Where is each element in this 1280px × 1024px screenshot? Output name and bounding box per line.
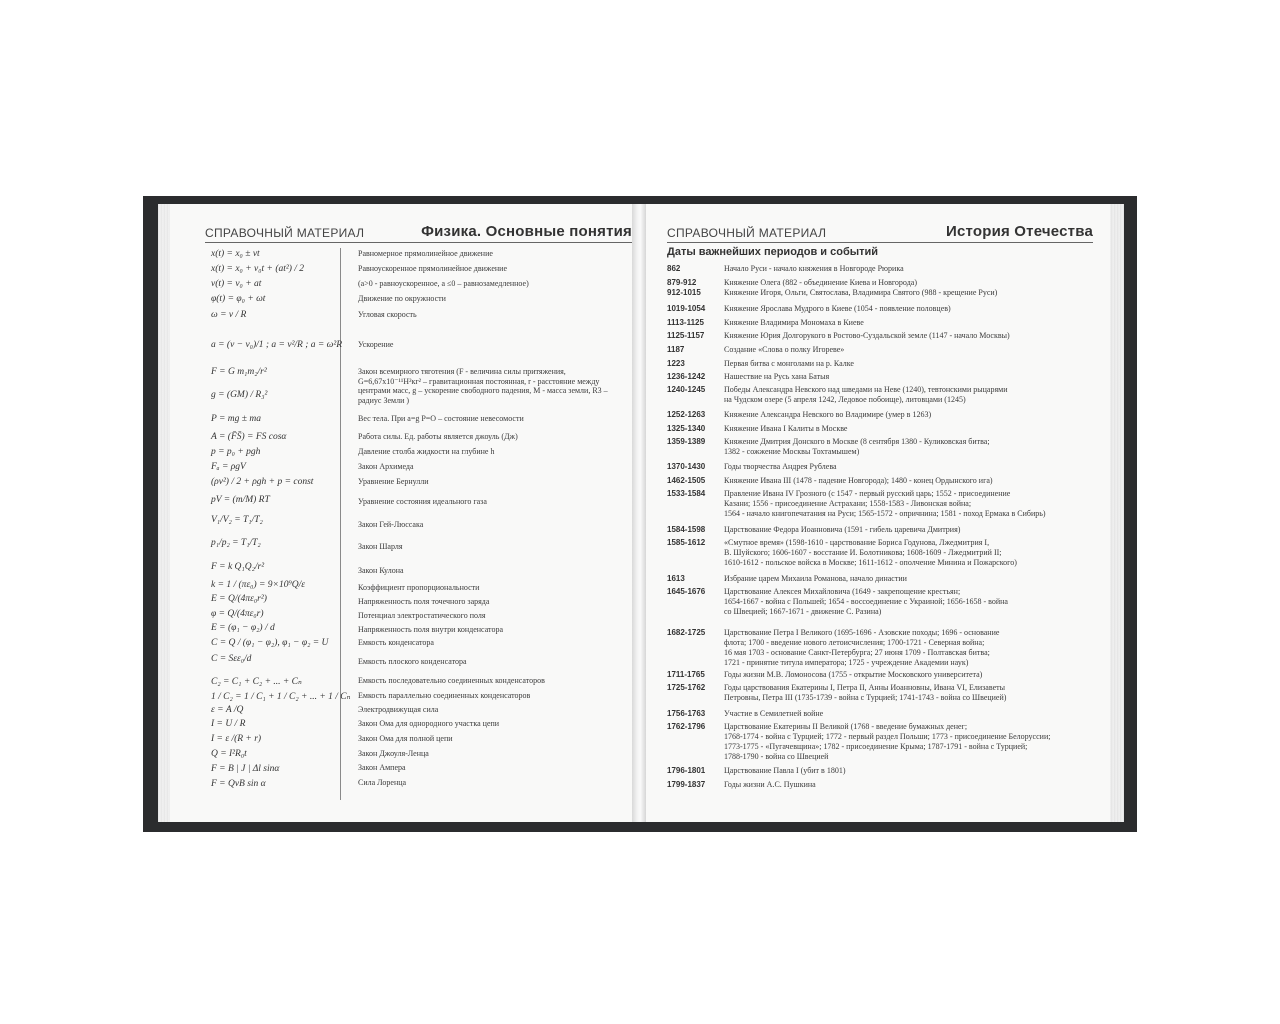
page-edges-left xyxy=(158,204,170,822)
physics-formula: φ = Q/(4πε₀r) xyxy=(211,609,264,619)
history-years: 1125-1157 xyxy=(667,331,705,340)
physics-description: Закон Джоуля-Ленца xyxy=(358,749,429,758)
physics-formula: V₁/V₂ = T₁/T₂ xyxy=(211,515,263,525)
physics-description: Равномерное прямолинейное движение xyxy=(358,249,493,258)
history-years: 1762-1796 xyxy=(667,722,706,731)
history-event: Правление Ивана IV Грозного (с 1547 - первый русский царь; 1552 - присоединение Казани; 1556 - присоединение Астрахани; 1558-1583 - Ливонская война; 1564 - начало книгопечатания на Руси; 1565-1572 - опричнина; 1581 - поход Ермака в Сибирь) xyxy=(724,489,1046,518)
left-page xyxy=(170,204,632,822)
history-years: 1240-1245 xyxy=(667,385,706,394)
history-event: Княжение Олега (882 - объединение Киева и Новгорода) Княжение Игоря, Ольги, Святослава, Владимира Святого (988 - крещение Руси) xyxy=(724,278,998,297)
physics-description: Вес тела. При a=g P=O – состояние невесомости xyxy=(358,414,524,423)
history-event: Нашествие на Русь хана Батыя xyxy=(724,372,830,381)
physics-description: Емкость плоского конденсатора xyxy=(358,657,467,666)
physics-formula: Fₐ = ρgV xyxy=(211,462,246,472)
physics-description: Движение по окружности xyxy=(358,294,446,303)
history-years: 1187 xyxy=(667,345,685,354)
physics-formula: (ρv²) / 2 + ρgh + p = const xyxy=(211,477,314,487)
history-years: 1613 xyxy=(667,574,685,583)
physics-formula: ω = v / R xyxy=(211,310,247,320)
physics-formula: v(t) = v₀ + at xyxy=(211,279,262,289)
history-years: 1533-1584 xyxy=(667,489,706,498)
history-years: 1462-1505 xyxy=(667,476,706,485)
physics-description: Коэффициент пропорциональности xyxy=(358,583,480,592)
physics-formula: p₁/p₂ = T₁/T₂ xyxy=(211,538,261,548)
page-title: Физика. Основные понятия xyxy=(421,223,632,240)
history-event: Царствование Павла I (убит в 1801) xyxy=(724,766,846,775)
physics-description: Закон Ома для однородного участка цепи xyxy=(358,719,500,728)
physics-description: Закон Ома для полной цепи xyxy=(358,734,453,743)
history-event: Участие в Семилетней войне xyxy=(724,709,824,718)
physics-formula: F = QvB sin α xyxy=(211,779,266,789)
physics-description: Давление столба жидкости на глубине h xyxy=(358,447,495,456)
physics-formula: k = 1 / (πε₀) = 9×10⁹Q/ε xyxy=(211,580,306,590)
history-years: 1370-1430 xyxy=(667,462,706,471)
physics-formula: p = p₀ + pgh xyxy=(211,447,261,457)
physics-description: Напряженность поля внутри конденсатора xyxy=(358,625,503,634)
physics-formula: P = mg ± ma xyxy=(211,414,261,424)
physics-description: Электродвижущая сила xyxy=(358,705,439,714)
physics-formula: I = U / R xyxy=(211,719,246,729)
history-event: Княжение Ивана III (1478 - падение Новгорода); 1480 - конец Ордынского ига) xyxy=(724,476,993,485)
physics-formula: C = Q / (φ₁ − φ₂), φ₁ − φ₂ = U xyxy=(211,638,329,648)
history-years: 879-912 912-1015 xyxy=(667,278,701,297)
physics-formula: A = (F̄S̄) = FS cosα xyxy=(211,432,287,442)
history-event: Первая битва с монголами на р. Калке xyxy=(724,359,854,368)
history-event: Княжение Дмитрия Донского в Москве (8 сентября 1380 - Куликовская битва; 1382 - сожжение Москвы Тохтамышем) xyxy=(724,437,990,456)
history-event: Победы Александра Невского над шведами на Неве (1240), тевтонскими рыцарями на Чудском озере (5 апреля 1242, Ледовое побоище), литовцами (1245) xyxy=(724,385,1008,404)
physics-description: Ускорение xyxy=(358,340,394,349)
history-years: 1756-1763 xyxy=(667,709,706,718)
physics-description: Сила Лоренца xyxy=(358,778,407,787)
history-subtitle: Даты важнейших периодов и событий xyxy=(667,246,879,258)
history-years: 1236-1242 xyxy=(667,372,706,381)
history-event: Годы жизни А.С. Пушкина xyxy=(724,780,816,789)
history-event: Княжение Ивана I Калиты в Москве xyxy=(724,424,848,433)
physics-description: (a>0 - равноускоренное, a ≤0 – равнозамедленное) xyxy=(358,279,529,288)
physics-description: Емкость параллельно соединенных конденсаторов xyxy=(358,691,531,700)
physics-description: Уравнение Бернулли xyxy=(358,477,429,486)
physics-formula: F = B | J | Δl sinα xyxy=(211,764,280,774)
book-spine xyxy=(632,204,646,822)
history-years: 1711-1765 xyxy=(667,670,705,679)
history-event: Годы творчества Андрея Рублева xyxy=(724,462,837,471)
physics-description: Закон всемирного тяготения (F - величина силы притяжения, G=6,67x10⁻¹¹H²кг² – гравитационная постоянная, r - расстояние между центрами масс, g – ускорение свободного падения, M - масса земли, R3 – радиус Земли ) xyxy=(358,367,608,405)
right-page-header xyxy=(667,218,1093,243)
physics-formula: x(t) = x₀ + v₀t + (at²) / 2 xyxy=(211,264,305,274)
history-years: 1113-1125 xyxy=(667,318,704,327)
page-edges-right xyxy=(1110,204,1124,822)
physics-formula: φ(t) = φ₀ + ωt xyxy=(211,294,266,304)
physics-formula: E = Q/(4πε₀r²) xyxy=(211,594,267,604)
history-years: 1585-1612 xyxy=(667,538,706,547)
physics-formula: F = G m₁m₂/r² xyxy=(211,367,267,377)
physics-description: Закон Архимеда xyxy=(358,462,414,471)
physics-formula: I = ε /(R + r) xyxy=(211,734,262,744)
physics-description: Закон Кулона xyxy=(358,566,404,575)
history-event: Царствование Алексея Михайловича (1649 - закрепощение крестьян; 1654-1667 - война с Польшей; 1654 - воссоединение с Украиной; 1656-1658 - война со Швецией; 1667-1671 - движение С. Разина) xyxy=(724,587,1008,616)
history-event: Княжение Владимира Мономаха в Киеве xyxy=(724,318,864,327)
history-event: Царствование Федора Иоанновича (1591 - гибель царевича Дмитрия) xyxy=(724,525,961,534)
history-event: Княжение Александра Невского во Владимире (умер в 1263) xyxy=(724,410,932,419)
history-years: 1645-1676 xyxy=(667,587,706,596)
history-event: Годы жизни М.В. Ломоносова (1755 - открытие Московского университета) xyxy=(724,670,983,679)
history-years: 1725-1762 xyxy=(667,683,706,692)
history-years: 1359-1389 xyxy=(667,437,706,446)
history-years: 1252-1263 xyxy=(667,410,706,419)
physics-formula: 1 / C₂ = 1 / C₁ + 1 / C₂ + ... + 1 / Cₙ xyxy=(211,692,351,702)
history-years: 862 xyxy=(667,264,681,273)
history-event: Царствование Петра I Великого (1695-1696 - Азовские походы; 1696 - основание флота; 1700 - введение нового летоисчисления; 1700-1721 - Северная война; 16 мая 1703 - основание Санкт-Петербурга; 27 июня 1709 - Полтавская битва; 1721 - принятие титула императора; 1725 - учреждение Академии наук) xyxy=(724,628,1000,667)
physics-description: Закон Ампера xyxy=(358,763,406,772)
history-event: «Смутное время» (1598-1610 - царствование Бориса Годунова, Лжедмитрия I, В. Шуйского; 1606-1607 - восстание И. Болотникова; 1608-1609 - Лжедмитрий II; 1610-1612 - польское войска в Москве; 1611-1612 - ополчение Минина и Пожарского) xyxy=(724,538,1017,567)
history-event: Годы царствования Екатерины I, Петра II, Анны Иоанновны, Ивана VI, Елизаветы Петровны, Петра III (1735-1739 - война с Турцией; 1741-1743 - война со Швецией) xyxy=(724,683,1007,702)
history-years: 1799-1837 xyxy=(667,780,706,789)
physics-formula: F = k Q₁Q₂/r² xyxy=(211,562,265,572)
physics-formula: C = Sεε₀/d xyxy=(211,654,252,664)
physics-description: Работа силы. Ед. работы является джоуль (Дж) xyxy=(358,432,518,441)
physics-description: Закон Шарля xyxy=(358,542,403,551)
page-title: История Отечества xyxy=(945,223,1093,240)
physics-description: Емкость последовательно соединенных конденсаторов xyxy=(358,676,545,685)
physics-description: Напряженность поля точечного заряда xyxy=(358,597,490,606)
physics-description: Потенциал электростатического поля xyxy=(358,611,486,620)
physics-description: Равноускоренное прямолинейное движение xyxy=(358,264,507,273)
history-years: 1682-1725 xyxy=(667,628,706,637)
physics-formula: x(t) = x₀ ± vt xyxy=(211,249,260,259)
left-page-header xyxy=(205,218,632,243)
physics-formula: ε = A /Q xyxy=(211,705,244,715)
history-years: 1223 xyxy=(667,359,685,368)
physics-description: Угловая скорость xyxy=(358,310,417,319)
right-page xyxy=(646,204,1110,822)
physics-formula: Q = I²R₀t xyxy=(211,749,247,759)
history-years: 1019-1054 xyxy=(667,304,706,313)
history-event: Княжение Юрия Долгорукого в Ростово-Суздальской земле (1147 - начало Москвы) xyxy=(724,331,1010,340)
physics-formula: E = (φ₁ − φ₂) / d xyxy=(211,623,275,633)
physics-description: Емкость конденсатора xyxy=(358,638,434,647)
history-event: Начало Руси - начало княжения в Новгороде Рюрика xyxy=(724,264,904,273)
section-label: СПРАВОЧНЫЙ МАТЕРИАЛ xyxy=(667,226,827,240)
physics-formula: C₂ = C₁ + C₂ + ... + Cₙ xyxy=(211,677,302,687)
history-years: 1796-1801 xyxy=(667,766,706,775)
history-years: 1325-1340 xyxy=(667,424,706,433)
history-event: Избрание царем Михаила Романова, начало династии xyxy=(724,574,907,583)
physics-formula: pV = (m/M) RT xyxy=(211,495,270,505)
physics-description: Уравнение состояния идеального газа xyxy=(358,497,487,506)
history-event: Княжение Ярослава Мудрого в Киеве (1054 - появление половцев) xyxy=(724,304,951,313)
history-event: Создание «Слова о полку Игореве» xyxy=(724,345,845,354)
physics-formula: g = (GM) / R₃² xyxy=(211,390,268,400)
history-years: 1584-1598 xyxy=(667,525,706,534)
section-label: СПРАВОЧНЫЙ МАТЕРИАЛ xyxy=(205,226,365,240)
physics-description: Закон Гей-Люссака xyxy=(358,520,424,529)
physics-formula: a = (v − v₀)/1 ; a = v²/R ; a = ω²R xyxy=(211,340,343,350)
history-event: Царствование Екатерины II Великой (1768 - введение бумажных денег; 1768-1774 - война с Турцией; 1772 - первый раздел Польши; 1773 - присоединение Белоруссии; 1773-1775 - «Пугачевщина»; 1782 - присоединение Крыма; 1787-1791 - война с Турцией; 1788-1790 - война со Швецией xyxy=(724,722,1051,761)
